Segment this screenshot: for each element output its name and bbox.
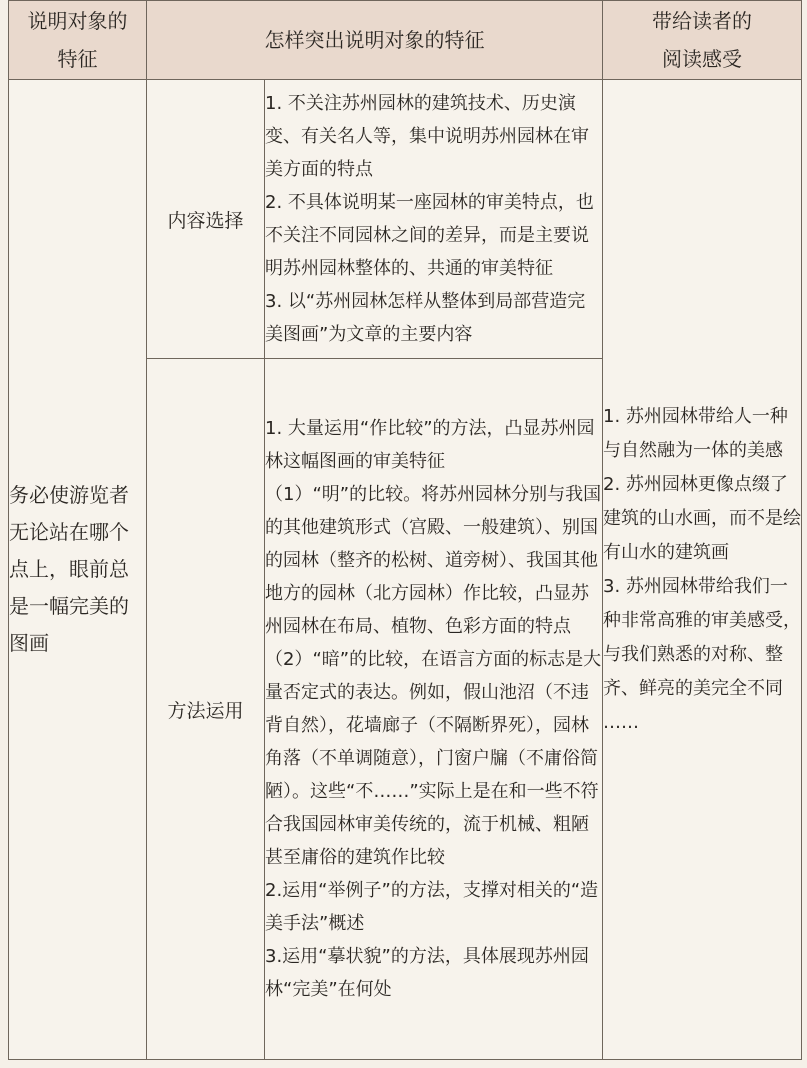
header-reader-line2: 阅读感受 [662,47,742,71]
list-item: （2）“暗”的比较，在语言方面的标志是大量否定式的表达。例如，假山池沼（不违背自然），花墙廊子（不隔断界死），园林角落（不单调随意），门窗户牖（不庸俗简陋）。这些“不……”实际上是在和一些不符合我国园林审美传统的，流于机械、粗陋甚至庸俗的建筑作比较 [265,649,602,868]
header-feature [9,1,147,80]
list-item: 2. 不具体说明某一座园林的审美特点，也不关注不同园林之间的差异，而是主要说明苏州园林整体的、共通的审美特征 [265,192,594,279]
row-label-method: 方法运用 [147,359,265,1060]
row-label-content: 内容选择 [147,80,265,359]
feature-cell: 务必使游览者无论站在哪个点上，眼前总是一幅完美的图画 [9,80,147,1060]
header-reader [603,1,802,80]
header-method [147,1,603,80]
comparison-table [8,0,802,1060]
header-row [9,1,802,80]
header-reader-line1: 带给读者的 [652,9,752,33]
list-item: 3. 以“苏州园林怎样从整体到局部营造完美图画”为文章的主要内容 [265,291,586,345]
list-item: 3. 苏州园林带给我们一种非常高雅的审美感受，与我们熟悉的对称、整齐、鲜亮的美完全不同 [603,575,801,699]
header-method-label: 怎样突出说明对象的特征 [264,28,485,52]
header-feature-line2: 特征 [57,47,98,71]
reader-feeling-cell [603,80,802,1060]
list-item: …… [603,711,639,733]
header-feature-line1: 说明对象的 [27,9,128,33]
list-item: （1）“明”的比较。将苏州园林分别与我国的其他建筑形式（宫殿、一般建筑）、别国的园林（整齐的松树、道旁树）、我国其他地方的园林（北方园林）作比较，凸显苏州园林在布局、植物、色彩方面的特点 [265,484,602,637]
list-item: 3.运用“摹状貌”的方法，具体展现苏州园林“完美”在何处 [265,946,589,1000]
list-item: 1. 苏州园林带给人一种与自然融为一体的美感 [603,405,788,461]
table-row [9,80,802,359]
list-item: 1. 不关注苏州园林的建筑技术、历史演变、有关名人等，集中说明苏州园林在审美方面的特点 [265,93,589,180]
list-item: 2.运用“举例子”的方法，支撑对相关的“造美手法”概述 [265,880,599,934]
method-detail [265,359,603,1060]
list-item: 2. 苏州园林更像点缀了建筑的山水画，而不是绘有山水的建筑画 [603,473,801,563]
list-item: 1. 大量运用“作比较”的方法，凸显苏州园林这幅图画的审美特征 [265,418,595,472]
content-selection-detail [265,80,603,359]
